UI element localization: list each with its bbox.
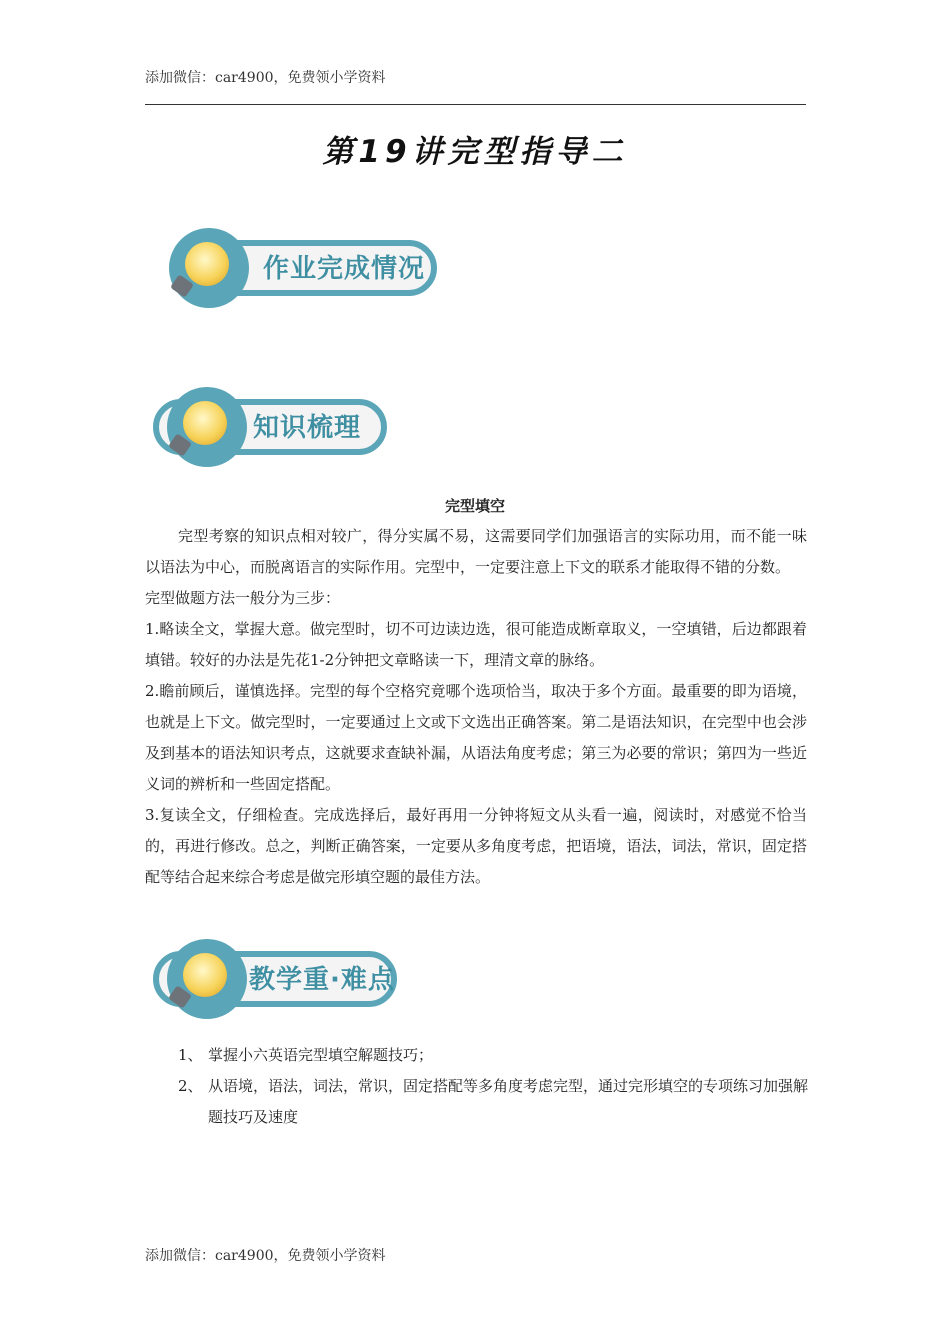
key-points-badge bbox=[145, 937, 400, 1021]
lightbulb-icon bbox=[169, 228, 249, 308]
list-number: 1、 bbox=[178, 1046, 203, 1064]
list-item bbox=[178, 1071, 808, 1133]
header-note: 添加微信：car4900，免费领小学资料 bbox=[145, 70, 386, 86]
footer-note: 添加微信：car4900，免费领小学资料 bbox=[145, 1248, 386, 1264]
list-number: 2、 bbox=[178, 1077, 203, 1095]
section-title: 完型填空 bbox=[444, 497, 505, 515]
badge-label: 知识梳理 bbox=[253, 413, 362, 443]
paragraph: 完型做题方法一般分为三步： bbox=[145, 589, 341, 607]
lightbulb-icon bbox=[167, 939, 247, 1019]
paragraph: 2.瞻前顾后，谨慎选择。完型的每个空格究竟哪个选项恰当，取决于多个方面。最重要的即为语境，也就是上下文。做完型时，一定要通过上文或下文选出正确答案。第二是语法知识，在完型中也会涉及到基本的语法知识考点，这就要求查缺补漏，从语法角度考虑；第三为必要的常识；第四为一些近义词的辨析和一些固定搭配。 bbox=[145, 682, 807, 793]
page-title: 第19讲完型指导二 bbox=[322, 134, 628, 170]
list-item bbox=[178, 1040, 808, 1071]
knowledge-badge bbox=[145, 385, 390, 469]
badge-label: 教学重·难点 bbox=[249, 965, 395, 995]
paragraph: 3.复读全文，仔细检查。完成选择后，最好再用一分钟将短文从头看一遍，阅读时，对感觉不恰当的，再进行修改。总之，判断正确答案，一定要从多角度考虑，把语境，语法，词法，常识，固定搭配等结合起来综合考虑是做完形填空题的最佳方法。 bbox=[145, 806, 807, 886]
paragraph: 1.略读全文，掌握大意。做完型时，切不可边读边选，很可能造成断章取义，一空填错，后边都跟着填错。较好的办法是先花1-2分钟把文章略读一下，理清文章的脉络。 bbox=[145, 620, 807, 669]
section-body bbox=[145, 521, 807, 893]
list-text: 从语境，语法，词法，常识，固定搭配等多角度考虑完型，通过完形填空的专项练习加强解题技巧及速度 bbox=[208, 1077, 809, 1126]
list-text: 掌握小六英语完型填空解题技巧； bbox=[208, 1046, 434, 1064]
homework-badge bbox=[157, 226, 439, 310]
badge-label: 作业完成情况 bbox=[263, 254, 426, 284]
lightbulb-icon bbox=[167, 387, 247, 467]
header-divider bbox=[145, 104, 806, 105]
key-points-list bbox=[178, 1040, 808, 1133]
paragraph: 完型考察的知识点相对较广，得分实属不易，这需要同学们加强语言的实际功用，而不能一味以语法为中心，而脱离语言的实际作用。完型中，一定要注意上下文的联系才能取得不错的分数。 bbox=[145, 527, 807, 576]
